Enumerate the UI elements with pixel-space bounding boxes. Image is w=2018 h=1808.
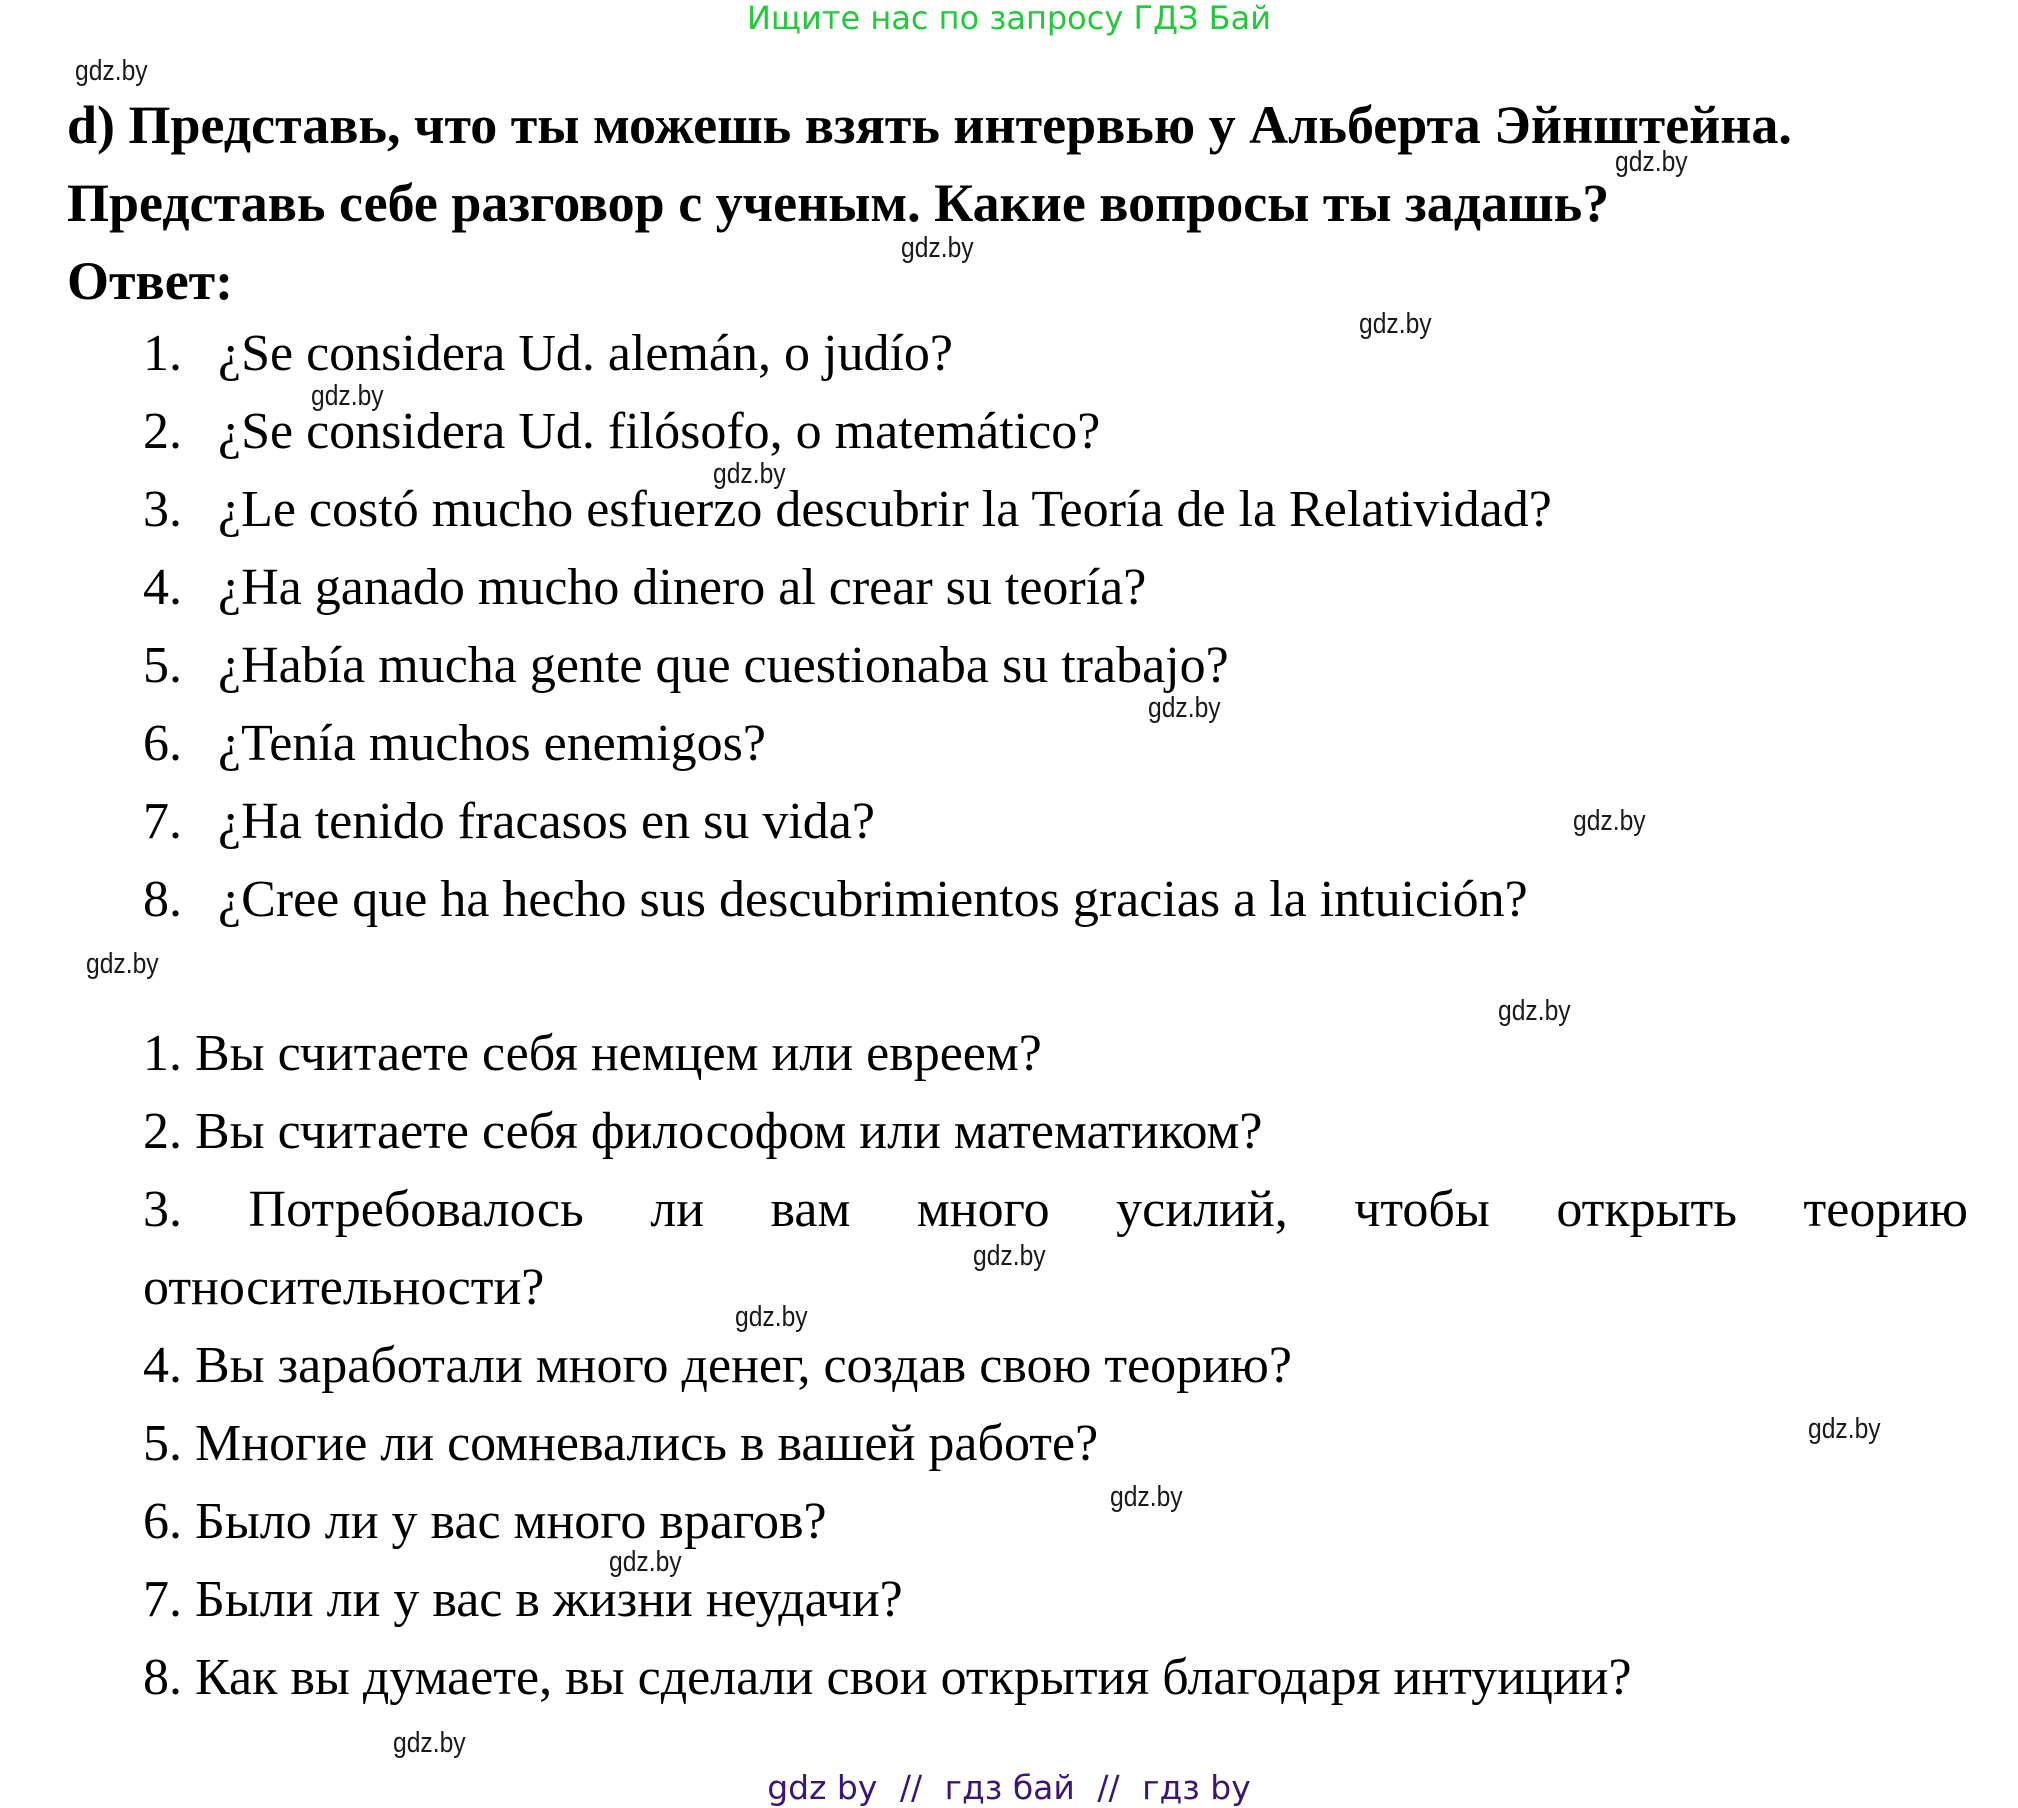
watermark: gdz.by (1808, 1413, 1881, 1445)
list-item-number: 8. (143, 871, 182, 928)
list-item: 7. Были ли у вас в жизни неудачи? (143, 1571, 903, 1628)
footer-link-gdz-by[interactable]: gdz by (767, 1768, 878, 1807)
watermark: gdz.by (1498, 995, 1571, 1027)
watermark: gdz.by (393, 1727, 466, 1759)
task-heading-line-1: d) Представь, что ты можешь взять интервью у Альберта Эйнштейна. (67, 95, 1792, 155)
list-item: 6. Было ли у вас много врагов? (143, 1493, 827, 1550)
list-item: ¿Ha tenido fracasos en su vida? (218, 793, 875, 850)
footer-separator: // (1097, 1768, 1120, 1807)
list-item: ¿Le costó mucho esfuerzo descubrir la Teoría de la Relatividad? (218, 481, 1552, 538)
watermark: gdz.by (1359, 308, 1432, 340)
watermark: gdz.by (973, 1240, 1046, 1272)
footer-link-gdz-by-cyrillic[interactable]: гдз by (1142, 1768, 1251, 1807)
watermark: gdz.by (86, 948, 159, 980)
answer-label: Ответ: (67, 251, 234, 311)
list-item-number: 2. (143, 403, 182, 460)
footer-separator: // (899, 1768, 923, 1807)
watermark: gdz.by (609, 1546, 682, 1578)
list-item-number: 5. (143, 637, 182, 694)
list-item: ¿Se considera Ud. filósofo, o matemático? (218, 403, 1101, 460)
list-item: ¿Se considera Ud. alemán, o judío? (218, 325, 953, 382)
watermark: gdz.by (75, 55, 148, 87)
watermark: gdz.by (1615, 146, 1688, 178)
list-item: 5. Многие ли сомневались в вашей работе? (143, 1415, 1099, 1472)
watermark: gdz.by (901, 232, 974, 264)
list-item: ¿Había mucha gente que cuestionaba su trabajo? (218, 637, 1229, 694)
list-item: ¿Tenía muchos enemigos? (218, 715, 766, 772)
watermark: gdz.by (1110, 1481, 1183, 1513)
watermark: gdz.by (1573, 805, 1646, 837)
footer-links (0, 1768, 2018, 1808)
list-item: ¿Ha ganado mucho dinero al crear su teoría? (218, 559, 1147, 616)
list-item: 8. Как вы думаете, вы сделали свои открытия благодаря интуиции? (143, 1649, 1632, 1706)
list-item: ¿Cree que ha hecho sus descubrimientos gracias a la intuición? (218, 871, 1528, 928)
list-item-number: 4. (143, 559, 182, 616)
watermark: gdz.by (1148, 692, 1221, 724)
list-item: 4. Вы заработали много денег, создав свою теорию? (143, 1337, 1292, 1394)
task-heading-line-2: Представь себе разговор с ученым. Какие вопросы ты задашь? (67, 173, 1610, 233)
list-item-number: 3. (143, 481, 182, 538)
list-item-continuation: относительности? (143, 1259, 545, 1316)
list-item-number: 7. (143, 793, 182, 850)
watermark: gdz.by (735, 1301, 808, 1333)
watermark: gdz.by (713, 458, 786, 490)
promo-banner: Ищите нас по запросу ГДЗ Бай (746, 0, 1272, 37)
watermark: gdz.by (311, 380, 384, 412)
list-item: 3. Потребовалось ли вам много усилий, чтобы открыть теорию (143, 1181, 1968, 1238)
list-item: 1. Вы считаете себя немцем или евреем? (143, 1025, 1042, 1082)
list-item-number: 1. (143, 325, 182, 382)
list-item: 2. Вы считаете себя философом или математиком? (143, 1103, 1263, 1160)
footer-link-gdz-bai[interactable]: гдз бай (944, 1768, 1075, 1807)
list-item-number: 6. (143, 715, 182, 772)
